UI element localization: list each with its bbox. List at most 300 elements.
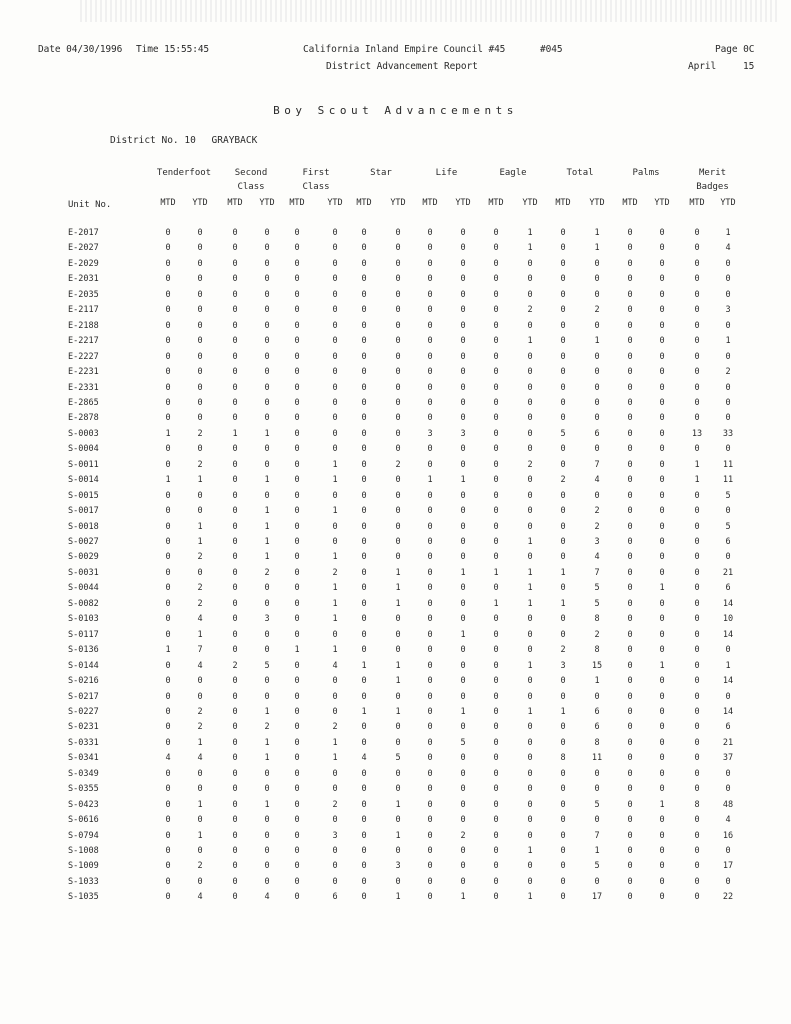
table-cell: 0	[659, 413, 665, 424]
table-cell: 0	[694, 753, 700, 764]
table-cell: 7	[594, 459, 600, 470]
table-row	[0, 614, 791, 629]
table-cell: 2	[460, 830, 466, 841]
table-cell: 0	[427, 815, 433, 826]
table-cell: 0	[527, 506, 533, 517]
table-cell: 0	[427, 552, 433, 563]
unit-number: S-0044	[68, 583, 99, 594]
table-cell: 0	[361, 784, 367, 795]
table-cell: 15	[591, 660, 603, 671]
table-cell: 0	[627, 351, 633, 362]
table-cell: 0	[694, 876, 700, 887]
table-cell: 0	[165, 567, 171, 578]
table-cell: 1	[395, 830, 401, 841]
table-cell: 0	[197, 243, 203, 254]
table-cell: 1	[395, 583, 401, 594]
table-cell: 5	[594, 598, 600, 609]
district-label: District No. 10	[110, 135, 196, 146]
table-cell: 4	[594, 475, 600, 486]
table-cell: 4	[197, 892, 203, 903]
table-cell: 0	[294, 243, 300, 254]
table-cell: 2	[594, 629, 600, 640]
table-cell: 0	[627, 459, 633, 470]
table-cell: 0	[694, 629, 700, 640]
table-cell: 0	[395, 228, 401, 238]
unit-number: S-0017	[68, 506, 99, 517]
table-cell: 0	[232, 676, 238, 687]
table-cell: 2	[594, 506, 600, 517]
unit-number: E-2031	[68, 274, 99, 285]
table-row	[0, 753, 791, 768]
table-cell: 0	[694, 228, 700, 238]
mtd-header: MTD	[422, 198, 438, 208]
table-row	[0, 583, 791, 598]
table-cell: 1	[560, 706, 566, 717]
table-cell: 0	[627, 737, 633, 748]
table-cell: 0	[361, 444, 367, 455]
table-cell: 0	[395, 784, 401, 795]
table-cell: 0	[694, 768, 700, 779]
table-cell: 0	[627, 490, 633, 501]
unit-number: S-0227	[68, 706, 99, 717]
table-cell: 0	[232, 274, 238, 285]
table-cell: 4	[332, 660, 338, 671]
table-cell: 0	[165, 815, 171, 826]
unit-number: S-0794	[68, 830, 99, 841]
table-cell: 0	[361, 475, 367, 486]
table-cell: 0	[395, 428, 401, 439]
table-cell: 0	[694, 830, 700, 841]
table-cell: 0	[197, 876, 203, 887]
table-cell: 37	[722, 753, 734, 764]
table-row	[0, 877, 791, 892]
table-cell: 0	[165, 706, 171, 717]
table-cell: 0	[332, 846, 338, 856]
table-cell: 8	[694, 799, 700, 810]
table-cell: 0	[659, 645, 665, 656]
table-cell: 0	[493, 722, 499, 733]
table-cell: 0	[493, 537, 499, 547]
table-cell: 1	[264, 753, 270, 764]
table-cell: 0	[493, 846, 499, 856]
table-cell: 0	[294, 614, 300, 625]
table-cell: 0	[165, 737, 171, 748]
table-cell: 0	[460, 444, 466, 455]
table-cell: 0	[659, 367, 665, 378]
table-cell: 5	[725, 521, 731, 532]
table-cell: 0	[560, 413, 566, 424]
table-cell: 2	[332, 567, 338, 578]
table-cell: 0	[460, 537, 466, 547]
table-cell: 0	[165, 320, 171, 331]
table-cell: 0	[725, 444, 731, 455]
table-cell: 0	[294, 382, 300, 393]
table-cell: 0	[294, 583, 300, 594]
table-cell: 0	[427, 320, 433, 331]
table-cell: 0	[332, 397, 338, 408]
table-cell: 0	[560, 799, 566, 810]
table-cell: 1	[264, 521, 270, 532]
table-cell: 0	[294, 706, 300, 717]
table-cell: 0	[197, 367, 203, 378]
table-cell: 0	[694, 892, 700, 903]
table-cell: 0	[427, 258, 433, 269]
table-cell: 0	[361, 490, 367, 501]
table-cell: 0	[560, 289, 566, 300]
table-cell: 0	[560, 336, 566, 347]
scan-noise	[80, 0, 780, 22]
table-cell: 0	[493, 320, 499, 331]
table-cell: 0	[197, 289, 203, 300]
table-row	[0, 568, 791, 583]
table-row	[0, 475, 791, 490]
table-cell: 0	[627, 320, 633, 331]
table-cell: 0	[527, 475, 533, 486]
table-cell: 0	[294, 521, 300, 532]
table-cell: 0	[627, 444, 633, 455]
table-cell: 0	[659, 490, 665, 501]
table-cell: 0	[493, 336, 499, 347]
table-cell: 0	[694, 706, 700, 717]
table-cell: 0	[659, 830, 665, 841]
table-cell: 0	[427, 305, 433, 316]
table-cell: 0	[427, 289, 433, 300]
table-cell: 0	[659, 444, 665, 455]
column-header-line1: Second	[234, 168, 268, 178]
table-cell: 0	[165, 289, 171, 300]
table-cell: 0	[627, 228, 633, 238]
table-cell: 0	[294, 274, 300, 285]
table-cell: 0	[627, 768, 633, 779]
table-cell: 0	[627, 830, 633, 841]
unit-number: S-0029	[68, 552, 99, 563]
table-cell: 2	[725, 367, 731, 378]
table-cell: 0	[460, 753, 466, 764]
report-month: April	[688, 61, 717, 72]
table-cell: 0	[294, 830, 300, 841]
table-cell: 0	[627, 382, 633, 393]
table-cell: 0	[232, 753, 238, 764]
table-row	[0, 722, 791, 737]
table-cell: 0	[627, 598, 633, 609]
table-cell: 1	[460, 567, 466, 578]
table-cell: 0	[165, 243, 171, 254]
unit-number: S-0004	[68, 444, 99, 455]
table-cell: 17	[722, 861, 734, 872]
table-cell: 2	[527, 459, 533, 470]
table-cell: 6	[725, 722, 731, 733]
table-row	[0, 522, 791, 537]
column-header-line2: Class	[237, 182, 265, 192]
table-cell: 4	[594, 552, 600, 563]
table-cell: 0	[232, 243, 238, 254]
table-row	[0, 398, 791, 413]
unit-number: S-0117	[68, 629, 99, 640]
table-cell: 0	[493, 243, 499, 254]
table-cell: 0	[694, 737, 700, 748]
unit-number: S-1009	[68, 861, 99, 872]
table-cell: 0	[659, 784, 665, 795]
table-cell: 0	[332, 289, 338, 300]
table-cell: 0	[560, 382, 566, 393]
table-cell: 0	[594, 258, 600, 269]
table-cell: 0	[460, 243, 466, 254]
table-cell: 0	[694, 645, 700, 656]
table-cell: 1	[560, 598, 566, 609]
unit-number: S-0349	[68, 768, 99, 779]
table-cell: 0	[395, 876, 401, 887]
table-cell: 22	[722, 892, 734, 903]
table-cell: 0	[264, 598, 270, 609]
table-cell: 0	[560, 351, 566, 362]
table-cell: 0	[264, 629, 270, 640]
table-cell: 0	[627, 567, 633, 578]
table-cell: 1	[527, 537, 533, 547]
table-cell: 4	[361, 753, 367, 764]
unit-number: S-1035	[68, 892, 99, 903]
table-cell: 11	[722, 475, 734, 486]
table-cell: 0	[264, 243, 270, 254]
table-cell: 0	[165, 444, 171, 455]
table-cell: 0	[560, 722, 566, 733]
table-cell: 0	[294, 413, 300, 424]
table-cell: 0	[694, 351, 700, 362]
table-cell: 0	[395, 815, 401, 826]
table-cell: 0	[361, 567, 367, 578]
mtd-header: MTD	[622, 198, 638, 208]
table-cell: 1	[395, 799, 401, 810]
table-cell: 0	[165, 784, 171, 795]
table-cell: 1	[332, 737, 338, 748]
table-row	[0, 243, 791, 258]
table-cell: 0	[627, 753, 633, 764]
table-cell: 1	[264, 552, 270, 563]
table-cell: 1	[197, 537, 203, 547]
table-row	[0, 537, 791, 552]
table-cell: 0	[395, 413, 401, 424]
table-cell: 0	[460, 228, 466, 238]
table-cell: 5	[395, 753, 401, 764]
table-cell: 0	[232, 397, 238, 408]
table-cell: 0	[460, 676, 466, 687]
unit-number: S-0355	[68, 784, 99, 795]
table-cell: 0	[264, 830, 270, 841]
table-cell: 0	[659, 614, 665, 625]
table-cell: 0	[197, 444, 203, 455]
table-cell: 0	[659, 552, 665, 563]
table-cell: 0	[232, 691, 238, 702]
table-cell: 0	[232, 289, 238, 300]
table-cell: 2	[232, 660, 238, 671]
table-cell: 0	[659, 598, 665, 609]
table-cell: 0	[232, 228, 238, 238]
table-row	[0, 491, 791, 506]
table-cell: 0	[560, 815, 566, 826]
table-cell: 0	[527, 614, 533, 625]
unit-number: S-0082	[68, 598, 99, 609]
table-cell: 3	[264, 614, 270, 625]
table-cell: 0	[694, 289, 700, 300]
table-cell: 0	[560, 320, 566, 331]
table-cell: 0	[627, 799, 633, 810]
table-cell: 0	[294, 861, 300, 872]
table-cell: 5	[594, 583, 600, 594]
table-cell: 0	[232, 614, 238, 625]
table-cell: 1	[460, 706, 466, 717]
table-cell: 0	[527, 737, 533, 748]
table-cell: 0	[594, 397, 600, 408]
table-cell: 0	[659, 676, 665, 687]
table-cell: 8	[594, 645, 600, 656]
table-cell: 0	[694, 258, 700, 269]
table-cell: 5	[264, 660, 270, 671]
table-cell: 0	[395, 521, 401, 532]
table-cell: 0	[694, 784, 700, 795]
table-cell: 0	[659, 567, 665, 578]
table-cell: 0	[493, 737, 499, 748]
table-cell: 0	[395, 614, 401, 625]
table-cell: 0	[493, 660, 499, 671]
table-cell: 0	[427, 367, 433, 378]
table-cell: 0	[165, 552, 171, 563]
table-cell: 1	[527, 583, 533, 594]
table-cell: 0	[427, 444, 433, 455]
table-cell: 0	[725, 552, 731, 563]
table-cell: 0	[165, 382, 171, 393]
table-cell: 0	[294, 552, 300, 563]
table-cell: 0	[332, 305, 338, 316]
table-cell: 0	[594, 876, 600, 887]
table-cell: 0	[165, 892, 171, 903]
table-cell: 0	[527, 382, 533, 393]
table-cell: 0	[493, 706, 499, 717]
table-cell: 0	[694, 444, 700, 455]
table-cell: 0	[560, 676, 566, 687]
table-cell: 0	[232, 336, 238, 347]
table-cell: 0	[627, 784, 633, 795]
table-cell: 0	[493, 815, 499, 826]
table-cell: 0	[165, 768, 171, 779]
table-cell: 0	[294, 537, 300, 547]
table-cell: 1	[594, 336, 600, 347]
table-cell: 2	[594, 305, 600, 316]
table-cell: 33	[722, 428, 734, 439]
table-cell: 0	[165, 691, 171, 702]
table-cell: 0	[361, 428, 367, 439]
table-cell: 0	[560, 614, 566, 625]
table-cell: 0	[627, 274, 633, 285]
table-cell: 0	[560, 274, 566, 285]
table-cell: 0	[460, 846, 466, 856]
table-cell: 0	[527, 490, 533, 501]
table-cell: 0	[361, 521, 367, 532]
unit-number: S-0616	[68, 815, 99, 826]
table-cell: 0	[264, 336, 270, 347]
column-header-line1: Eagle	[499, 168, 527, 178]
table-cell: 0	[294, 367, 300, 378]
table-cell: 0	[264, 351, 270, 362]
table-cell: 0	[659, 243, 665, 254]
table-cell: 0	[560, 444, 566, 455]
table-cell: 0	[627, 367, 633, 378]
table-cell: 2	[594, 521, 600, 532]
table-cell: 0	[460, 876, 466, 887]
unit-number: S-0217	[68, 691, 99, 702]
table-cell: 1	[594, 676, 600, 687]
table-cell: 0	[527, 289, 533, 300]
unit-number: S-0015	[68, 490, 99, 501]
table-cell: 0	[332, 258, 338, 269]
table-cell: 0	[361, 799, 367, 810]
table-cell: 0	[560, 737, 566, 748]
table-cell: 0	[527, 413, 533, 424]
table-cell: 0	[395, 367, 401, 378]
table-cell: 0	[197, 784, 203, 795]
table-cell: 0	[264, 876, 270, 887]
table-cell: 0	[659, 629, 665, 640]
table-cell: 0	[460, 521, 466, 532]
table-cell: 0	[232, 459, 238, 470]
table-cell: 0	[725, 645, 731, 656]
table-cell: 0	[427, 830, 433, 841]
table-cell: 0	[361, 336, 367, 347]
table-cell: 0	[232, 413, 238, 424]
column-header	[673, 166, 753, 194]
table-cell: 3	[460, 428, 466, 439]
table-cell: 0	[232, 567, 238, 578]
table-cell: 0	[332, 274, 338, 285]
unit-number: E-2188	[68, 320, 99, 331]
table-cell: 0	[627, 243, 633, 254]
table-cell: 0	[659, 815, 665, 826]
table-cell: 0	[361, 876, 367, 887]
table-cell: 1	[594, 228, 600, 238]
table-cell: 0	[332, 768, 338, 779]
table-cell: 0	[594, 382, 600, 393]
table-cell: 0	[361, 892, 367, 903]
table-cell: 0	[460, 490, 466, 501]
table-cell: 0	[694, 583, 700, 594]
table-cell: 0	[395, 289, 401, 300]
table-cell: 0	[659, 706, 665, 717]
table-row	[0, 676, 791, 691]
ytd-header: YTD	[654, 198, 670, 208]
table-cell: 0	[395, 490, 401, 501]
table-cell: 0	[725, 351, 731, 362]
table-cell: 0	[560, 861, 566, 872]
table-cell: 0	[694, 397, 700, 408]
table-cell: 0	[527, 521, 533, 532]
table-cell: 4	[725, 243, 731, 254]
council-name: California Inland Empire Council #45	[303, 44, 506, 55]
table-cell: 0	[232, 784, 238, 795]
table-cell: 0	[725, 691, 731, 702]
table-cell: 0	[197, 336, 203, 347]
table-cell: 7	[594, 830, 600, 841]
table-cell: 0	[427, 846, 433, 856]
table-cell: 0	[232, 537, 238, 547]
table-cell: 0	[694, 552, 700, 563]
table-cell: 0	[659, 521, 665, 532]
table-cell: 0	[493, 645, 499, 656]
table-cell: 0	[560, 258, 566, 269]
table-cell: 0	[361, 228, 367, 238]
table-cell: 0	[427, 799, 433, 810]
table-cell: 0	[395, 397, 401, 408]
table-cell: 0	[332, 861, 338, 872]
table-cell: 0	[594, 274, 600, 285]
table-cell: 0	[165, 676, 171, 687]
